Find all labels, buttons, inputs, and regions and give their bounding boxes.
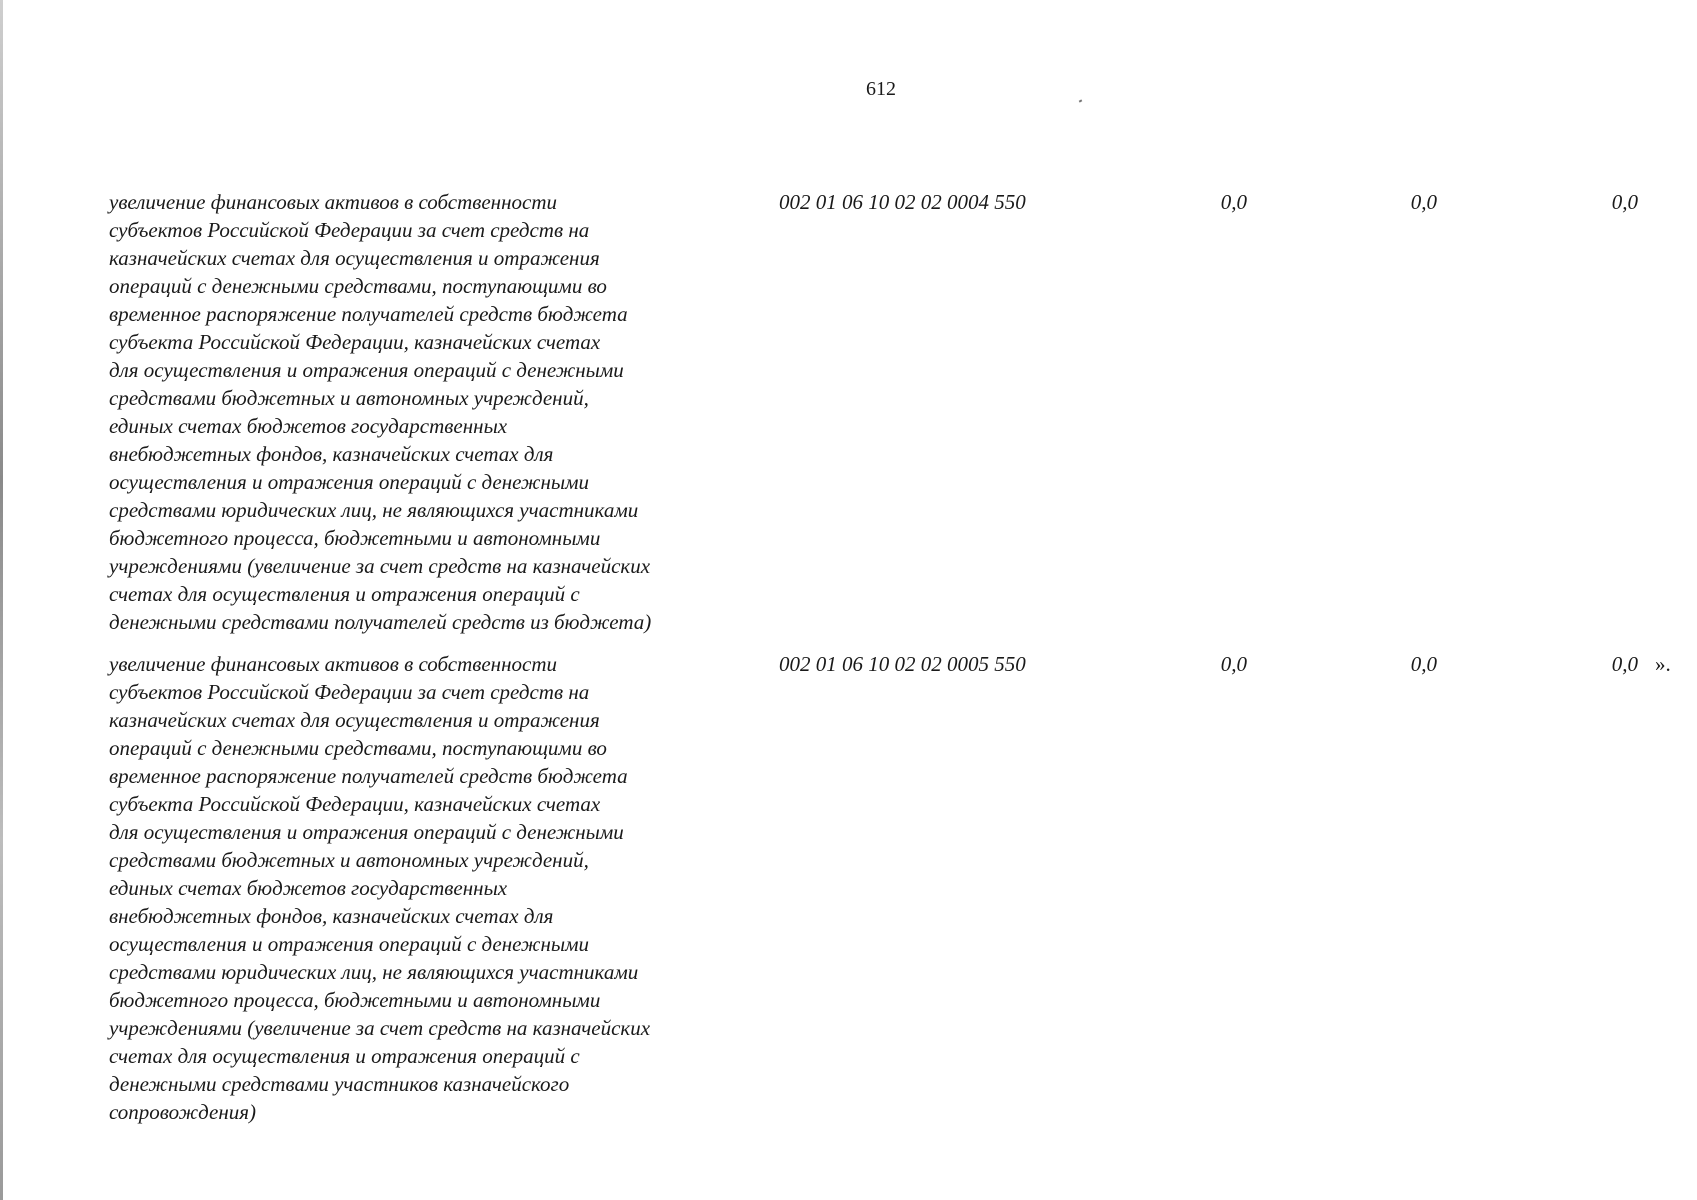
row-value-1: 0,0 — [1220, 190, 1247, 214]
row-description: увеличение финансовых активов в собственности субъектов Российской Федерации за счет средств на казначейских счетах для осуществления и отражения операций с денежными средствами, поступающими во временное распоряжение получателей средств бюджета субъекта Российской Федерации, казначейских счетах для осуществления и отражения операций с денежными средствами бюджетных и автономных учреждений, единых счетах бюджетов государственных внебюджетных фондов, казначейских счетах для осуществления и отражения операций с денежными средствами юридических лиц, не являющихся участниками бюджетного процесса, бюджетными и автономными учреждениями (увеличение за счет средств на казначейских счетах для осуществления и отражения операций с денежными средствами получателей средств из бюджета) — [109, 190, 652, 634]
row-description: увеличение финансовых активов в собственности субъектов Российской Федерации за счет средств на казначейских счетах для осуществления и отражения операций с денежными средствами, поступающими во временное распоряжение получателей средств бюджета субъекта Российской Федерации, казначейских счетах для осуществления и отражения операций с денежными средствами бюджетных и автономных учреждений, единых счетах бюджетов государственных внебюджетных фондов, казначейских счетах для осуществления и отражения операций с денежными средствами юридических лиц, не являющихся участниками бюджетного процесса, бюджетными и автономными учреждениями (увеличение за счет средств на казначейских счетах для осуществления и отражения операций с денежными средствами участников казначейского сопровождения) — [109, 652, 651, 1124]
row-value-2: 0,0 — [1410, 190, 1437, 214]
scan-edge — [0, 0, 3, 1200]
row-code: 002 01 06 10 02 02 0004 550 — [779, 190, 1026, 214]
closing-quote-mark: ». — [1655, 652, 1671, 676]
row-value-2: 0,0 — [1410, 652, 1437, 676]
row-value-3: 0,0 — [1611, 190, 1638, 214]
row-value-1: 0,0 — [1220, 652, 1247, 676]
row-code: 002 01 06 10 02 02 0005 550 — [779, 652, 1026, 676]
row-value-3: 0,0 — [1611, 652, 1638, 676]
scan-speck — [1079, 99, 1083, 102]
page-number: 612 — [866, 78, 896, 100]
